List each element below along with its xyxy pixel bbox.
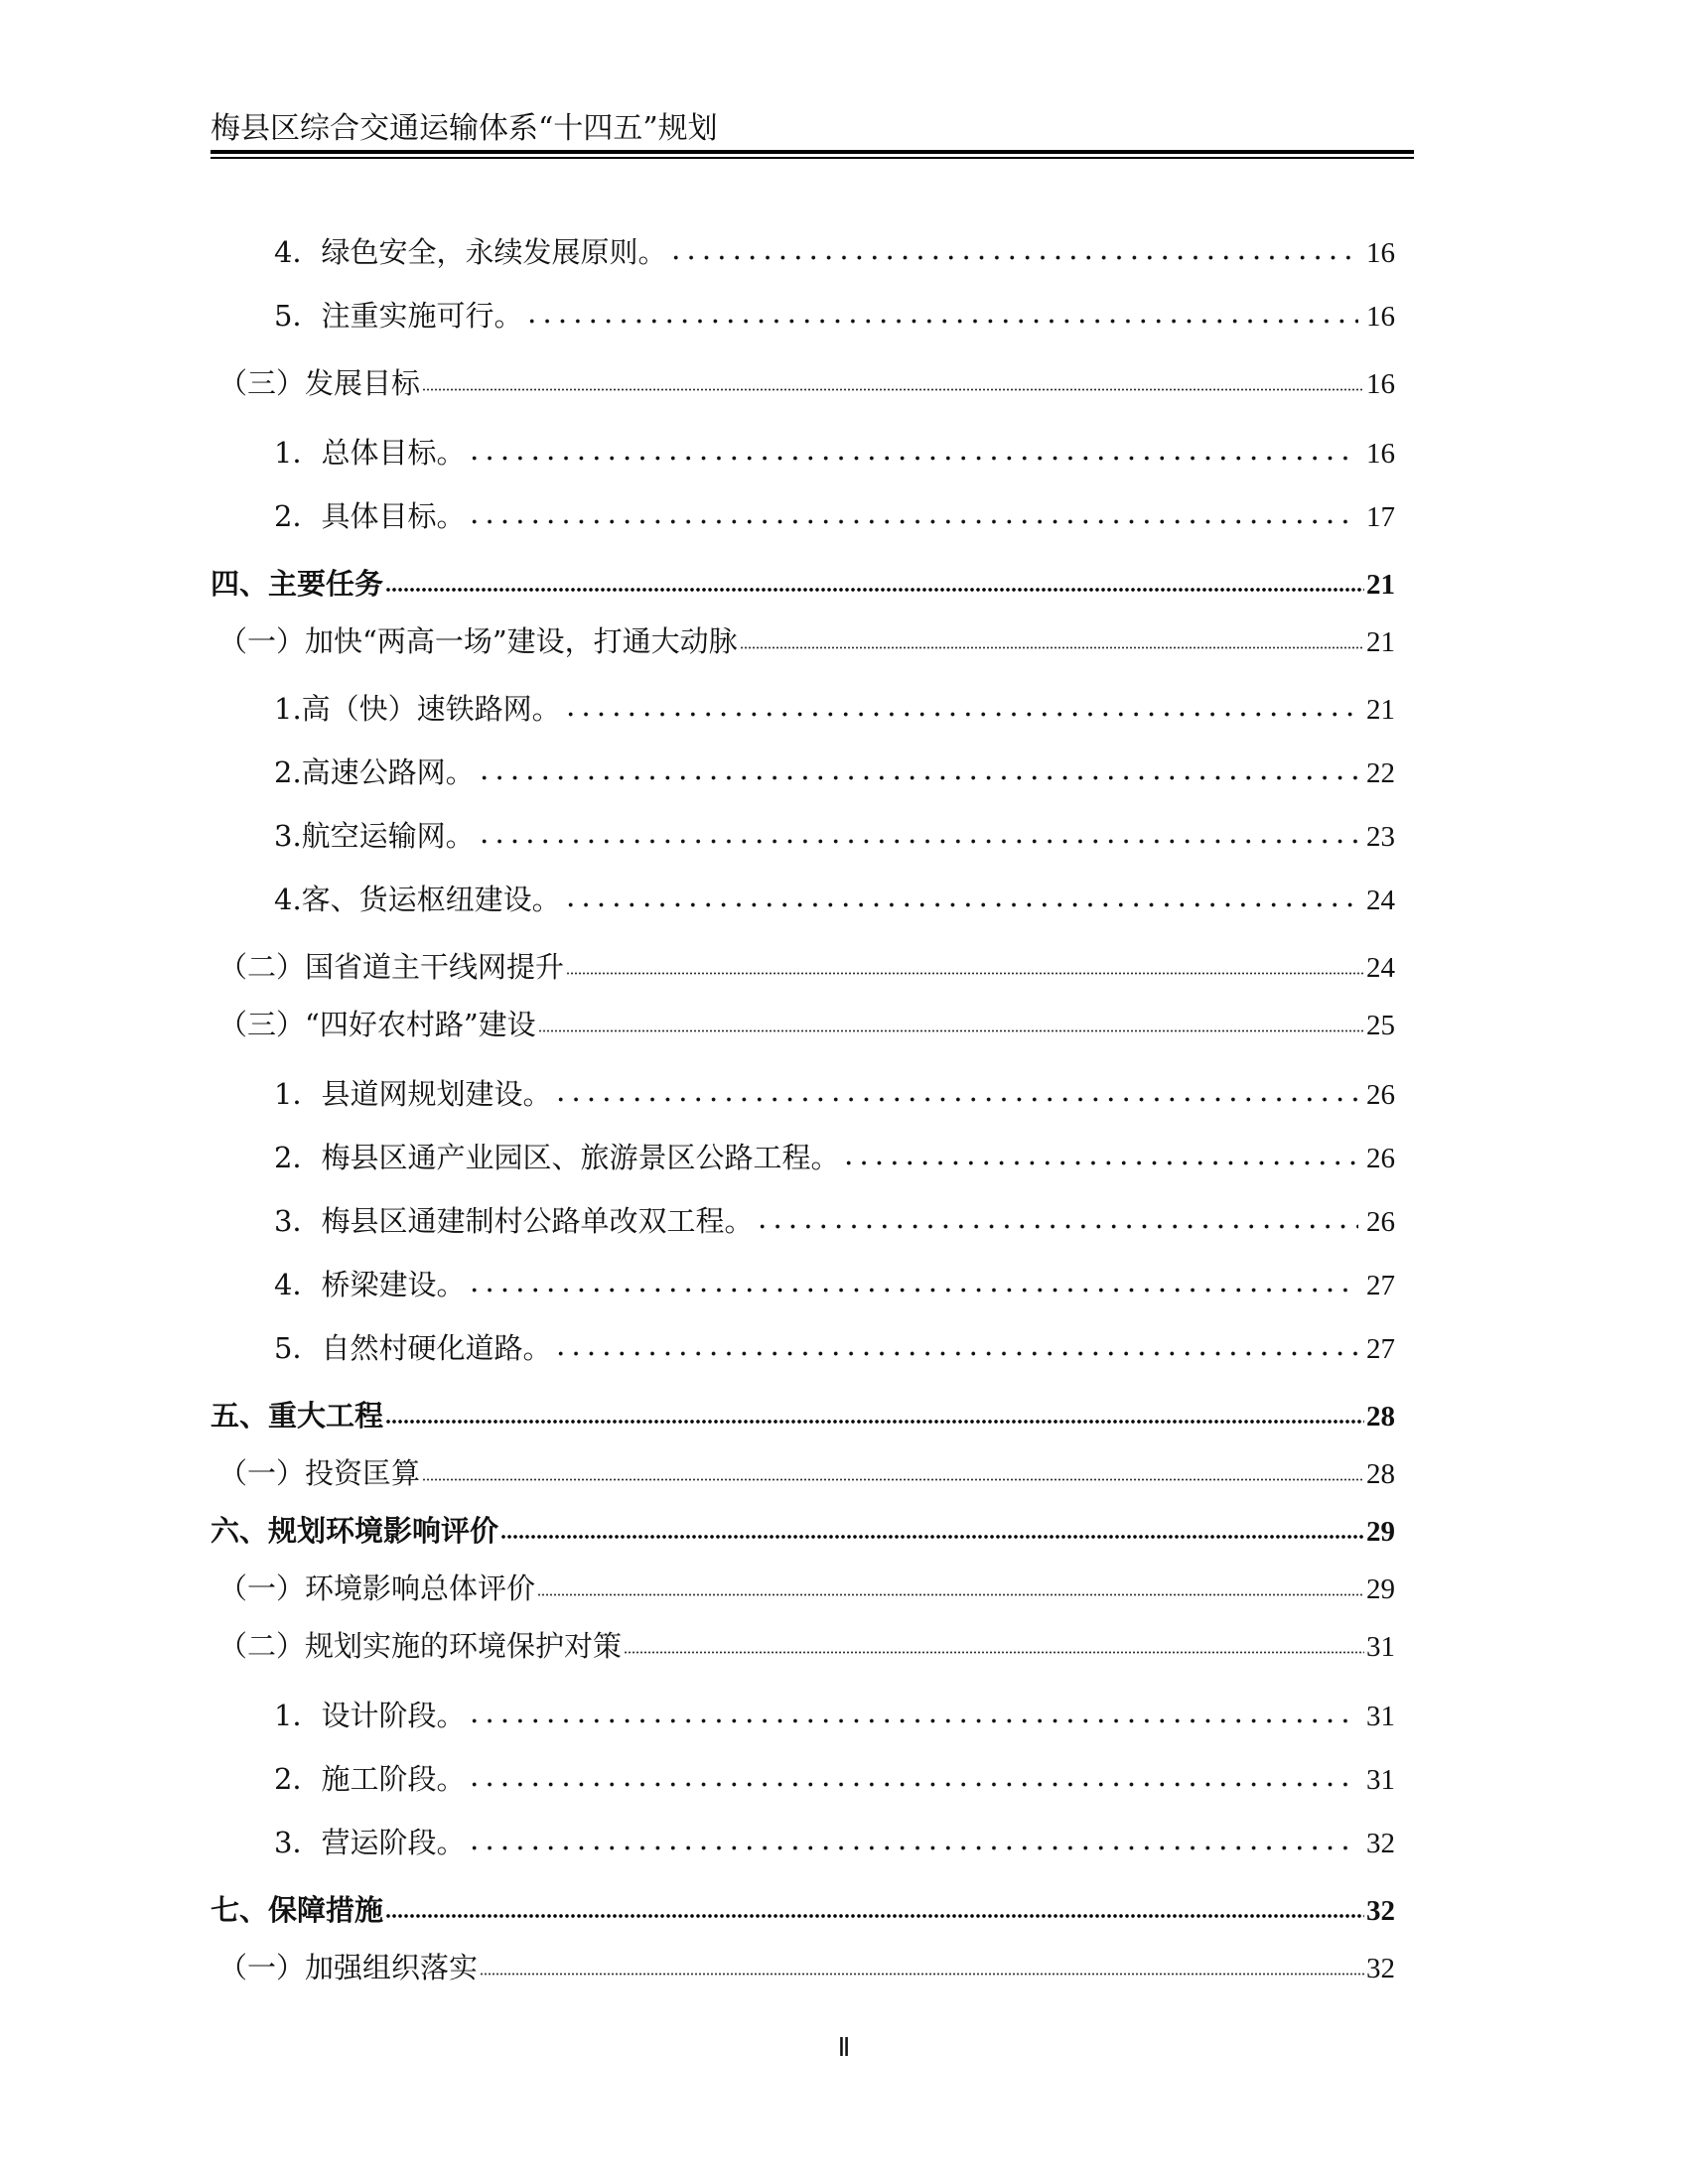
toc-entry-label: （二）国省道主干线网提升 [218,950,565,984]
toc-entry-label: （三）“四好农村路”建设 [218,1008,536,1041]
toc-entry-page-number: 32 [1366,1953,1395,1984]
toc-entry[interactable] [211,1948,1395,1988]
toc-entry-label: 3.航空运输网。 [274,819,475,853]
toc-entry-label: 2．具体目标。 [274,499,466,533]
toc-entry-page-number: 26 [1366,1079,1395,1111]
dot-leader [385,1396,1364,1426]
toc-entry[interactable] [211,433,1395,474]
toc-entry-label: 3．营运阶段。 [274,1826,466,1859]
toc-entry[interactable] [211,1453,1395,1494]
toc-entry-label: （一）加强组织落实 [218,1951,479,1984]
dot-leader [624,1626,1364,1656]
dot-leader [553,1328,1358,1358]
toc-entry-label: （三）发展目标 [218,366,421,400]
toc-entry-label: 2．梅县区通产业园区、旅游景区公路工程。 [274,1141,840,1174]
toc-entry-page-number: 27 [1366,1270,1395,1301]
toc-entry[interactable] [211,496,1395,537]
toc-entry[interactable] [211,1569,1395,1609]
toc-entry-label: 4．桥梁建设。 [274,1268,466,1301]
toc-entry-page-number: 32 [1366,1895,1395,1927]
dot-leader [538,1005,1364,1034]
dot-leader [422,363,1364,393]
toc-entry[interactable] [211,947,1395,988]
header-rule-thick [211,150,1414,154]
toc-entry-page-number: 21 [1366,626,1395,658]
dot-leader [422,1453,1364,1483]
toc-entry-label: 五、重大工程 [211,1399,384,1433]
dot-leader [477,752,1358,782]
toc-entry-page-number: 32 [1366,1828,1395,1859]
toc-entry-label: 2．施工阶段。 [274,1762,466,1796]
toc-entry[interactable] [211,1074,1395,1115]
toc-entry-page-number: 26 [1366,1206,1395,1238]
toc-entry-label: 1．总体目标。 [274,436,466,470]
toc-entry-page-number: 22 [1366,757,1395,789]
header-rule-thin [211,157,1414,159]
dot-leader [467,1696,1358,1725]
toc-entry[interactable] [211,363,1395,404]
toc-entry[interactable] [211,1201,1395,1242]
dot-leader [668,232,1358,262]
dot-leader [524,296,1358,326]
toc-entry-page-number: 31 [1366,1631,1395,1663]
toc-entry-label: 2.高速公路网。 [274,755,475,789]
toc-entry[interactable] [211,1328,1395,1369]
toc-entry-page-number: 31 [1366,1764,1395,1796]
dot-leader [566,947,1364,977]
toc-entry-page-number: 29 [1366,1516,1395,1548]
page-number: Ⅱ [837,2033,851,2062]
toc-entry-label: 1．设计阶段。 [274,1699,466,1732]
toc-entry-label: 1.高（快）速铁路网。 [274,692,561,726]
toc-entry[interactable] [211,564,1395,605]
toc-entry-label: （二）规划实施的环境保护对策 [218,1629,623,1663]
toc-entry[interactable] [211,1759,1395,1800]
toc-entry[interactable] [211,296,1395,337]
toc-entry-label: 4．绿色安全，永续发展原则。 [274,235,667,269]
toc-entry-page-number: 16 [1366,237,1395,269]
toc-entry-label: 1．县道网规划建设。 [274,1077,552,1111]
toc-entry[interactable] [211,1396,1395,1436]
dot-leader [740,621,1364,651]
dot-leader [500,1511,1364,1541]
toc-entry[interactable] [211,1005,1395,1045]
toc-entry-page-number: 24 [1366,885,1395,916]
dot-leader [477,816,1358,846]
dot-leader [385,564,1364,594]
toc-entry-label: （一）加快“两高一场”建设，打通大动脉 [218,624,738,658]
toc-entry-page-number: 16 [1366,368,1395,400]
toc-entry[interactable] [211,232,1395,273]
toc-entry-label: 3．梅县区通建制村公路单改双工程。 [274,1204,754,1238]
toc-entry-page-number: 21 [1366,694,1395,726]
dot-leader [755,1201,1358,1231]
toc-entry[interactable] [211,1138,1395,1178]
toc-entry[interactable] [211,1890,1395,1931]
toc-entry[interactable] [211,689,1395,730]
dot-leader [467,433,1358,463]
dot-leader [467,1759,1358,1789]
dot-leader [537,1569,1364,1598]
toc-entry[interactable] [211,880,1395,920]
dot-leader [467,1823,1358,1852]
toc-entry-page-number: 16 [1366,438,1395,470]
dot-leader [385,1890,1364,1920]
toc-entry-label: 5．自然村硬化道路。 [274,1331,552,1365]
document-title: 梅县区综合交通运输体系“十四五”规划 [211,111,718,146]
toc-entry-page-number: 24 [1366,952,1395,984]
toc-entry-page-number: 28 [1366,1458,1395,1490]
toc-entry-page-number: 17 [1366,501,1395,533]
toc-entry-page-number: 27 [1366,1333,1395,1365]
dot-leader [480,1948,1364,1978]
toc-entry[interactable] [211,1265,1395,1305]
toc-entry[interactable] [211,752,1395,793]
toc-entry-page-number: 21 [1366,569,1395,601]
toc-entry[interactable] [211,816,1395,857]
toc-entry-page-number: 25 [1366,1010,1395,1041]
toc-entry[interactable] [211,1626,1395,1667]
dot-leader [553,1074,1358,1104]
toc-entry-label: 4.客、货运枢纽建设。 [274,883,561,916]
toc-entry-label: 六、规划环境影响评价 [211,1514,499,1548]
toc-entry-label: （一）投资匡算 [218,1456,421,1490]
toc-entry-page-number: 29 [1366,1573,1395,1605]
toc-entry-label: （一）环境影响总体评价 [218,1571,536,1605]
dot-leader [467,1265,1358,1295]
toc-entry-page-number: 26 [1366,1143,1395,1174]
toc-entry-label: 5．注重实施可行。 [274,299,523,333]
toc-entry-page-number: 28 [1366,1401,1395,1433]
toc-entry[interactable] [211,1696,1395,1736]
toc-entry-page-number: 16 [1366,301,1395,333]
toc-entry[interactable] [211,1511,1395,1552]
dot-leader [841,1138,1358,1167]
toc-entry-page-number: 23 [1366,821,1395,853]
dot-leader [563,880,1358,909]
toc-entry-label: 四、主要任务 [211,567,384,601]
dot-leader [467,496,1358,526]
toc-entry-label: 七、保障措施 [211,1893,384,1927]
toc-entry[interactable] [211,621,1395,662]
toc-entry-page-number: 31 [1366,1701,1395,1732]
toc-entry[interactable] [211,1823,1395,1863]
dot-leader [563,689,1358,719]
